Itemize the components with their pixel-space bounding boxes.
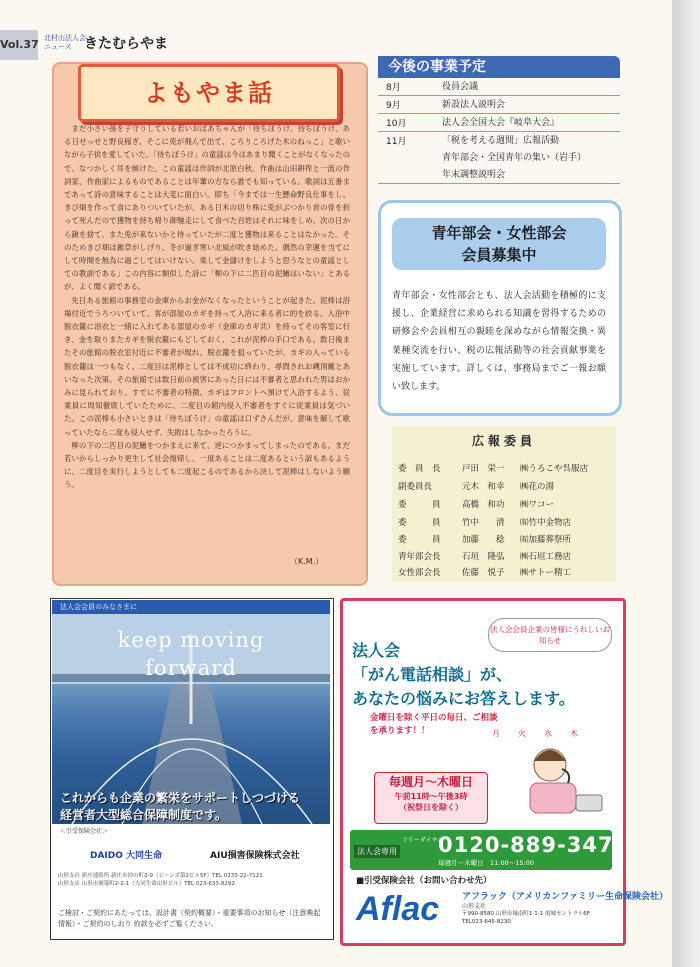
schedule-event: 役員会議 [442,81,479,92]
yomoyama-paragraph: 柳の下の二匹目の泥鰌をつかまえに来て、逆につかまってしまったのである。まだ若いからしっかり更生して社会復帰し、一度あることは二度あるという諺もあるように、二度目を実行しようとしても二度起こるのであるから決して泥棒はしないよう願う。 [64,440,350,490]
aiu-logo: AIU損害保険株式会社 [210,851,300,861]
committee-name: 竹中 清 [462,518,505,528]
weekday-calendar: 月火水木 [492,729,596,738]
committee-row [398,533,618,545]
schedule-row [378,78,620,96]
phone-hours: 毎週月～木曜日 11:00～15:00 [438,859,534,867]
speech-bubble: 法人会会員企業の皆様にうれしいお知らせ [488,618,612,652]
aflac-address: 〒990-8580 山形市城南町1-1-1 霞城セントラル6F TEL023-645-8230 [462,911,590,925]
youth-recruit-body: 青年部会・女性部会とも、法人会活動を積極的に支援し、企業経営に求められる知識を習得するための研修会や会員相互の親睦を深めながら情報交換・異業種交流を行い、税の広報活動等の社会貢献事業を実施しています。詳しくは、事務局までご一報お願い致します。 [392,291,606,393]
schedule-row [378,114,620,132]
committee-name: 戸田 栄一 [462,464,505,474]
yomoyama-title: よもやま話 [78,64,340,122]
phone-number[interactable]: 0120-889-347 [438,833,614,857]
member-only-tag: 法人会専用 [354,845,400,858]
committee-company: ㈱ワコー [520,500,555,510]
schedule-title: 今後の事業予定 [378,56,620,78]
schedule-row [378,149,620,166]
schedule-month: 9月 [386,101,401,111]
ad-logos [60,838,322,868]
author-initials: （K.M.） [290,557,324,566]
pr-committee-title: 広報委員 [471,434,536,448]
hours-time: 午前11時～午後3時 [394,792,468,801]
committee-company: ㈲竹中金物店 [520,518,572,528]
aflac-name: アフラック（アメリカンファミリー生命保険会社） [462,892,669,902]
committee-name: 佐藤 悦子 [462,568,505,578]
ad-slogan [52,790,330,824]
insurer-label: ■引受保険会社（お問い合わせ先） [356,876,492,886]
hours-days: 毎週月～木曜日 [388,775,473,789]
schedule-event: 青年部会・全国青年の集い（岩手） [442,152,587,163]
address-aiu: 山形支店 山形市旅篭町2-2-1（大同生命山形ビル）TEL 023-633-8292 [58,881,235,887]
schedule-row [378,132,620,149]
ad-addresses [58,872,324,888]
yomoyama-body [64,122,350,492]
ad-heading-3: あなたの悩みにお答えします。 [352,689,575,708]
committee-role: 委 員 [398,535,441,545]
hours-box [374,772,488,824]
operator-illustration [500,725,610,820]
committee-company: ㈱花の湯 [520,482,555,492]
schedule-event: 「税を考える週間」広報活動 [442,135,560,146]
ad-heading-1: 法人会 [352,641,401,660]
committee-role: 副委員長 [398,482,433,492]
youth-title-line1: 青年部会・女性部会 [431,224,567,242]
committee-company: ㈱うろこや呉服店 [520,464,589,474]
slogan-line2: 経営者大型総合保障制度です。 [60,808,228,822]
tagline-line1: keep moving [117,628,265,652]
committee-row [398,480,618,492]
ad-note: 金曜日を除く平日の毎日、ご相談を承ります！！ [370,713,498,736]
hours-except: （祝祭日を除く） [399,803,463,812]
aflac-branch: 山形支社 [462,903,487,910]
yomoyama-paragraph: 先日ある旅館の事務室の金庫からお金がなくなったということが起きた。泥棒は浴場付近でうろついていて、客が部屋のカギを持って入浴に来る者に的を絞る。入浴中脱衣籠に浴衣と一緒に入れてある部屋のカギ（金庫のカギ共）を持ってその客室に行き、金を取りまたカギを脱衣籠にもどしておく、これが泥棒の手口である。数日後またその旅館の脱衣室付近に不審者が現れ、脱衣籠を狙っていたが、カギの入っている脱衣籠は一つもなく、二度目は泥棒としては不成功に終わり、尋問されお縄頂戴とあいなった次第。その旅館では数日前の被害にあった日には不審者と思われた男はおかみに見られており、すでに不審者の特徴、カギはフロントへ預けて入浴するよう、従業員に周知徹底していたために、二度目の館内侵入不審者をすぐに従業員は気づいた。この泥棒も小さいときは「待ちぼうけ」の童謡は口ずさんだが、意味を解して歌っていたなら二度も侵入せず、失敗はしなかったろうに。 [64,295,350,437]
schedule-row [378,96,620,114]
org-line1: 北村山法人会 [44,34,86,42]
schedule-month: 11月 [386,137,407,147]
daido-logo: DAIDO 大同生命 [90,851,163,861]
committee-company: ㈱サトー精工 [520,568,572,578]
youth-title-line2: 会員募集中 [461,246,537,264]
schedule-month: 10月 [386,119,407,129]
tagline-line2: forward [145,656,237,680]
committee-name: 加藤 稔 [462,535,505,545]
committee-row [398,550,618,562]
ad-tagline [52,626,330,682]
phone-operator-icon [500,725,610,820]
committee-name: 高橋 和功 [462,500,505,510]
aflac-logo: Aflac [356,890,440,928]
committee-name: 元木 和幸 [462,482,505,492]
committee-row [398,462,618,474]
freedial-label: フリーダイヤル [402,837,444,844]
org-line2: ニュース [44,43,72,51]
schedule-table [378,78,620,184]
ad-header-text: 法人会会員のみなさまに [52,600,330,614]
ad-heading-2: 「がん電話相談」が、 [352,665,513,684]
magazine-title: きたむらやま [84,36,168,52]
committee-name: 石垣 隆弘 [462,552,505,562]
yomoyama-paragraph: まだ小さい孫を子守りしている若いおばあちゃんが「待ちぼうけ、待ちぼうけ、ある日せっせと野良稼ぎ、そこに兎が飛んで出て、ころりころげた木のねっこ」と歌いながら子供を愛していた。「待ちぼうけ」の童謡は今はあまり聞くことがなくなったので、なつかしく耳を傾けた。この童謡は作詞が北原白秋、作曲は山田耕筰と一流の作詞家、作曲家によるものであることは年輩の方なら誰でも知っている。歌詞は五番まであって詩の意味することは大変に面白い。即ち「今までは一生懸命野良仕事をし、きび畑を作って食にありついていたが、ある日木の切り株に兎がぶつかり首の骨を折って死んだので獲物を持ち帰り御馳走にして食べた百姓はそれに味をしめ、次の日から鍬を捨て、また兎が来ないかと待っていたが二度と獲物は来ることはなかった。そのためきび畑は雑草がしげり、冬が過ぎ寒い北風が吹き始めた。偶然の幸運を当てにして時間を無為に過ごしてはいけない。楽して金儲けをしようと思うなとの童謡としての教訓である」この内容に類似した詩に「柳の下に二匹目の泥鰌はいない」とあるが、よく聞く諺である。 [64,124,350,292]
committee-role: 委 員 長 [398,464,441,474]
address-daido: 山形支社 新庄連絡所 新庄市沖の町2-9（ビーンズ第2ビル5F）TEL 0233-22-7121 [58,873,263,879]
schedule-row [378,166,620,184]
committee-row [398,498,618,510]
youth-recruit-title [392,218,606,270]
committee-role: 委 員 [398,518,441,528]
slogan-line1: これからも企業の繁栄をサポートしつづける [60,791,301,805]
committee-row [398,516,618,528]
organization-name [44,34,86,52]
schedule-month: 8月 [386,83,401,93]
ad-notice: ご検討・ご契約にあたっては、設計書（契約概要）・重要事項のお知らせ（注意喚起情報）・ご契約のしおり 約款を必ずご覧ください。 [58,909,321,928]
schedule-event: 新設法人説明会 [442,99,506,110]
committee-row [398,566,618,578]
volume-badge: Vol.37 [0,30,38,60]
schedule-event: 法人会全国大会『岐阜大会』 [442,117,560,128]
page-edge [672,0,700,967]
schedule-event: 年末調整説明会 [442,169,506,180]
committee-company: ㈱石垣工務店 [520,552,572,562]
committee-role: 青年部会長 [398,552,441,562]
underwriter-label: ＜引受保険会社＞ [60,828,109,835]
committee-role: 女性部会長 [398,568,441,578]
committee-role: 委 員 [398,500,441,510]
committee-company: ㈲加藤葬祭所 [520,535,572,545]
